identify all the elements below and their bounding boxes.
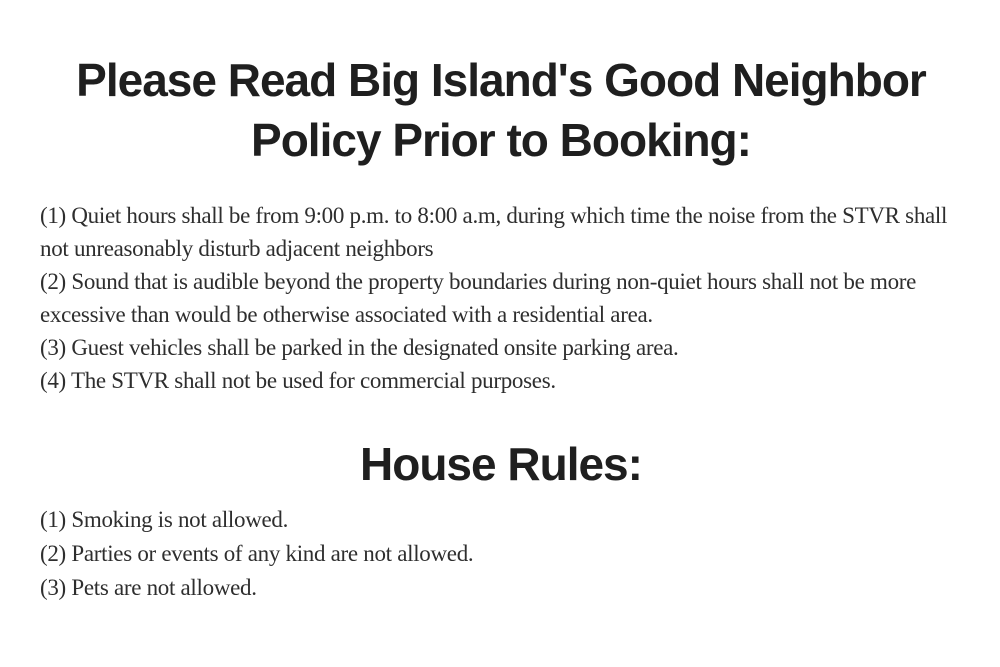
house-rule-smoking: (1) Smoking is not allowed.	[40, 507, 289, 532]
good-neighbor-policy-heading-line1: Please Read Big Island's Good Neighbor	[76, 54, 926, 106]
good-neighbor-rule-parking: (3) Guest vehicles shall be parked in the designated onsite parking area.	[40, 335, 679, 360]
house-rule-parties: (2) Parties or events of any kind are not allowed.	[40, 541, 474, 566]
good-neighbor-policy-heading-line2: Policy Prior to Booking:	[251, 114, 751, 166]
house-rules-list	[40, 503, 962, 605]
house-rule-pets: (3) Pets are not allowed.	[40, 575, 257, 600]
good-neighbor-rules-list	[40, 199, 962, 397]
good-neighbor-policy-heading	[40, 50, 962, 170]
house-rules-heading: House Rules:	[360, 438, 642, 490]
good-neighbor-rule-sound: (2) Sound that is audible beyond the property boundaries during non-quiet hours shall not be more excessive than would be otherwise associated with a residential area.	[40, 269, 917, 327]
good-neighbor-rule-commercial: (4) The STVR shall not be used for commercial purposes.	[40, 368, 556, 393]
good-neighbor-rule-quiet-hours: (1) Quiet hours shall be from 9:00 p.m. to 8:00 a.m, during which time the noise from the STVR shall not unreasonably disturb adjacent neighbors	[40, 203, 948, 261]
